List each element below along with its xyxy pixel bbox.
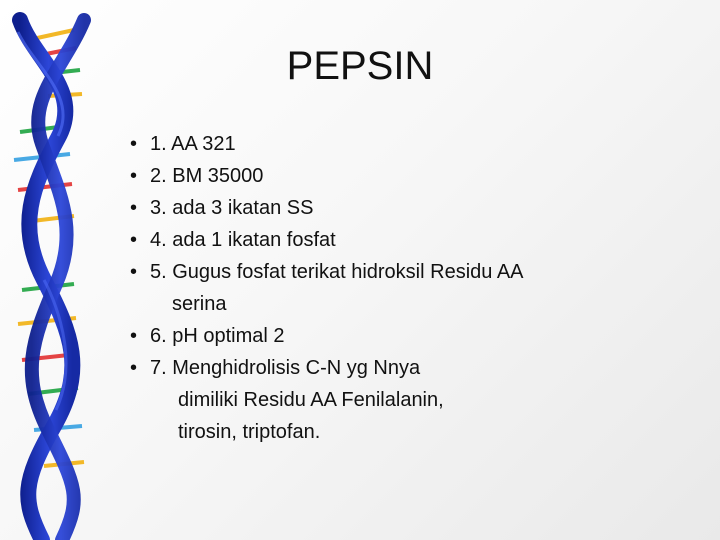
- bullet-item: [130, 352, 690, 448]
- bullet-item: [130, 256, 690, 320]
- dna-helix-icon: [0, 0, 110, 540]
- bullet-text: 1. AA 321: [150, 133, 236, 155]
- bullet-item: [130, 128, 690, 160]
- bullet-continuation: tirosin, triptofan.: [178, 421, 321, 443]
- bullet-text: 3. ada 3 ikatan SS: [150, 197, 314, 219]
- bullet-item: [130, 160, 690, 192]
- bullet-text: 6. pH optimal 2: [150, 325, 285, 347]
- bullet-text: 2. BM 35000: [150, 165, 264, 187]
- bullet-list: [130, 128, 690, 448]
- bullet-continuation: serina: [172, 293, 227, 315]
- bullet-item: [130, 192, 690, 224]
- bullet-text: 5. Gugus fosfat terikat hidroksil Residu AA: [150, 261, 524, 283]
- bullet-text: 4. ada 1 ikatan fosfat: [150, 229, 336, 251]
- bullet-item: [130, 320, 690, 352]
- bullet-continuation: dimiliki Residu AA Fenilalanin,: [178, 389, 444, 411]
- bullet-item: [130, 224, 690, 256]
- page-title: PEPSIN: [286, 44, 434, 88]
- bullet-text: 7. Menghidrolisis C-N yg Nnya: [150, 357, 421, 379]
